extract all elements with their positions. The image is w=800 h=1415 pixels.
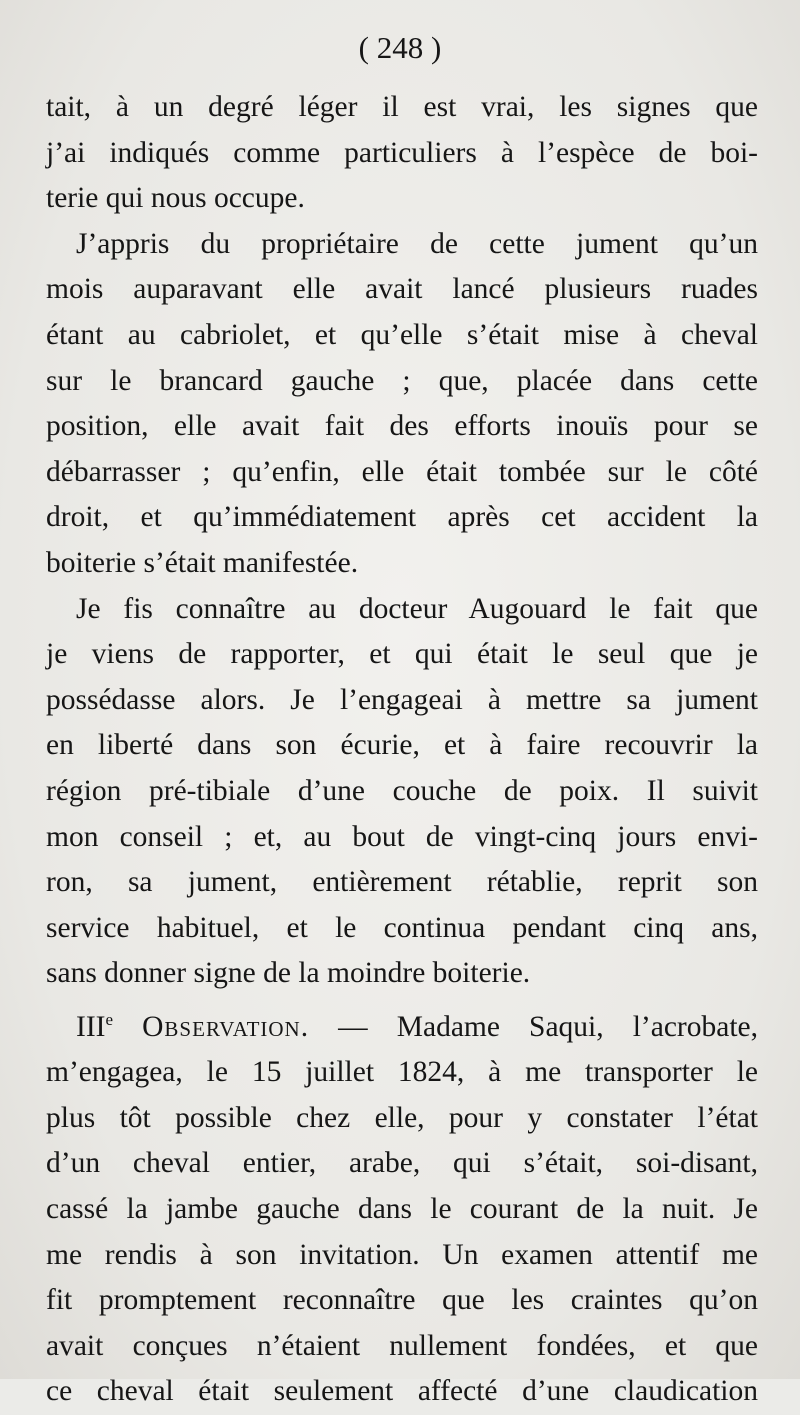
paragraph [46, 997, 758, 1415]
text-line: mois auparavant elle avait lancé plusieurs ruades [46, 273, 758, 306]
text-line: m’engagea, le 15 juillet 1824, à me transporter le [46, 1056, 758, 1089]
text-line: terie qui nous occupe. [46, 182, 305, 215]
observation-roman: III [76, 1010, 106, 1043]
text-line: possédasse alors. Je l’engageai à mettre sa jument [46, 683, 758, 716]
text-line: avait conçues n’étaient nullement fondées, et que [46, 1329, 758, 1362]
text-line: plus tôt possible chez elle, pour y constater l’état [46, 1101, 758, 1134]
text-line: débarrasser ; qu’enfin, elle était tombée sur le côté [46, 455, 758, 488]
body-text [46, 85, 758, 1415]
paragraph [46, 222, 758, 587]
observation-superscript: e [105, 1009, 114, 1029]
text-line: région pré-tibiale d’une couche de poix. Il suivit [46, 774, 758, 807]
text-line: tait, à un degré léger il est vrai, les signes que [46, 91, 758, 123]
text-line: J’appris du propriétaire de cette jument qu’un [76, 227, 758, 260]
text-line: boiterie s’était manifestée. [46, 546, 359, 579]
paragraph [46, 587, 758, 997]
text-line: droit, et qu’immédiatement après cet accident la [46, 501, 758, 534]
text-line: me rendis à son invitation. Un examen attentif me [46, 1238, 758, 1271]
text-line: ce cheval était seulement affecté d’une claudication [46, 1375, 758, 1408]
text-line: fit promptement reconnaître que les craintes qu’on [46, 1284, 758, 1317]
text-line: Je fis connaître au docteur Augouard le fait que [76, 592, 758, 625]
text-line: étant au cabriolet, et qu’elle s’était mise à cheval [46, 318, 758, 351]
text-line: sans donner signe de la moindre boiterie. [46, 957, 531, 990]
text-line: mon conseil ; et, au bout de vingt-cinq jours envi- [46, 820, 758, 853]
text-line: position, elle avait fait des efforts inouïs pour se [46, 410, 758, 443]
text-line: je viens de rapporter, et qui était le seul que je [46, 638, 758, 671]
text-line: d’un cheval entier, arabe, qui s’était, soi-disant, [46, 1147, 758, 1180]
text-line: cassé la jambe gauche dans le courant de la nuit. Je [46, 1193, 758, 1226]
text-line: service habituel, et le continua pendant cinq ans, [46, 911, 758, 944]
paragraph [46, 85, 758, 222]
observation-title: Observation. [142, 1010, 310, 1043]
observation-heading-line [46, 997, 758, 1050]
page-number: ( 248 ) [358, 30, 442, 65]
text-line: sur le brancard gauche ; que, placée dans cette [46, 364, 758, 397]
text-line: en liberté dans son écurie, et à faire recouvrir la [46, 729, 758, 762]
text-line: ron, sa jument, entièrement rétablie, reprit son [46, 866, 758, 899]
text-line: j’ai indiqués comme particuliers à l’espèce de boi- [46, 136, 758, 169]
observation-intro: — Madame Saqui, l’acrobate, [309, 1010, 758, 1043]
